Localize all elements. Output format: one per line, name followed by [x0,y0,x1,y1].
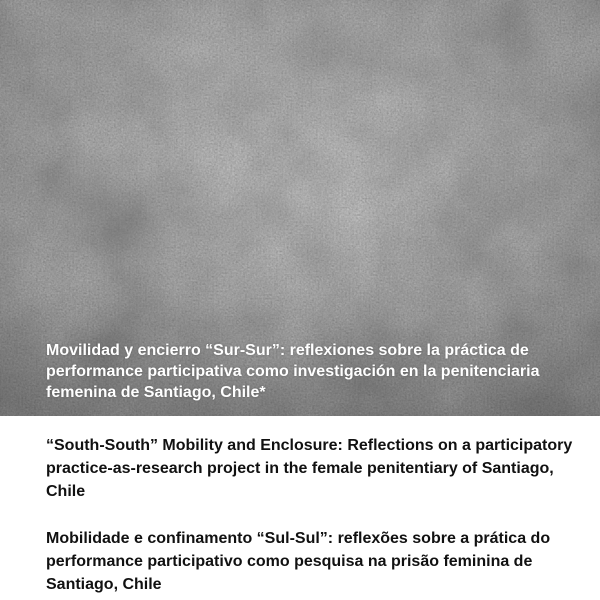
title-spanish: Movilidad y encierro “Sur-Sur”: reflexiones sobre la práctica de performance participativa como investigación en la penitenciaria femenina de Santiago, Chile* [46,342,540,401]
title-portuguese: Mobilidade e confinamento “Sul-Sul”: reflexões sobre a prática do performance participativo como pesquisa na prisão feminina de Santiago, Chile [46,530,551,593]
title-english: “South-South” Mobility and Enclosure: Reflections on a participatory practice-as-research project in the female penitentiary of Santiago, Chile [46,437,573,500]
